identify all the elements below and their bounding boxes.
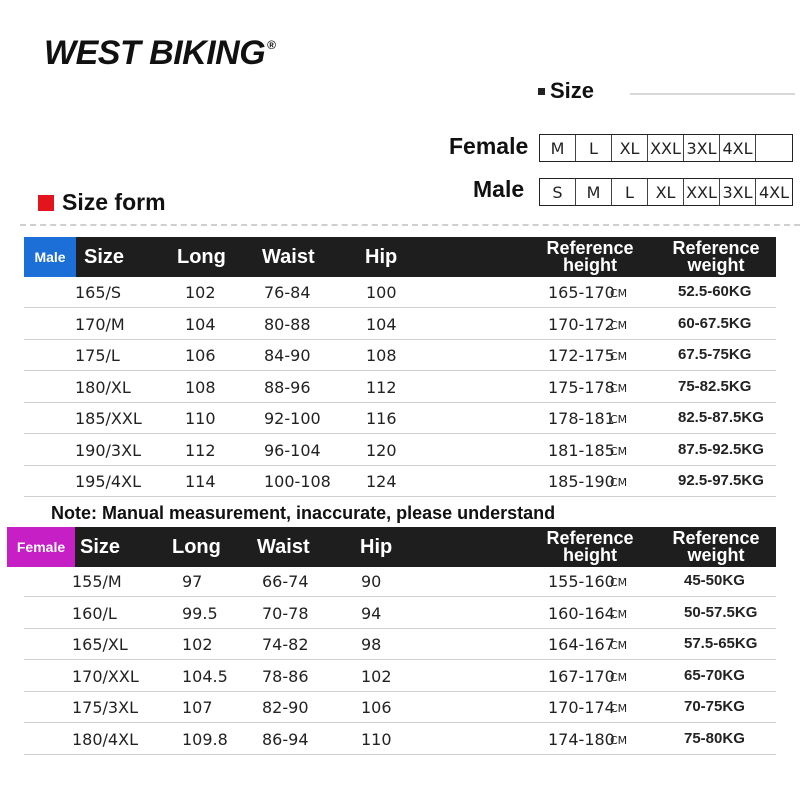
male-size-label: Male [473,176,525,202]
cell-ref-height: 167-170 [548,666,615,686]
header-ref-height-line2: height [563,545,617,565]
cell-long: 99.5 [182,603,218,623]
red-square-icon [38,195,54,211]
size-chart-title [538,78,594,104]
size-chart-title-text: Size [550,78,595,103]
size-box: XL [648,179,684,205]
cell-ref-weight: 65-70KG [684,666,745,684]
cell-long: 106 [185,346,216,365]
cell-waist: 80-88 [264,314,311,334]
cell-size: 175/3XL [72,698,138,717]
cell-ref-height: 155-160 [548,572,615,591]
cell-hip: 98 [361,635,382,654]
cell-hip: 106 [361,698,392,717]
cell-long: 102 [182,635,213,654]
cell-ref-height: 175-178 [548,377,615,397]
cell-long: 112 [185,440,216,460]
cell-hip: 110 [361,729,392,749]
cell-waist: 84-90 [264,346,311,365]
cell-long: 108 [185,377,216,397]
cell-unit: CM [610,381,628,395]
header-ref-height [530,240,650,274]
cell-hip: 102 [361,666,392,686]
cell-unit: CM [610,607,628,621]
cell-ref-height: 178-181 [548,409,615,428]
size-box: XXL [648,135,684,161]
header-ref-height-line1: Reference [546,238,634,258]
cell-ref-height: 165-170 [548,283,615,302]
cell-long: 109.8 [182,729,228,749]
size-form-title [38,189,166,216]
female-tag: Female [7,527,75,567]
cell-ref-weight: 70-75KG [684,698,745,715]
header-size: Size [80,536,121,558]
cell-long: 114 [185,472,216,491]
table-row [24,692,776,723]
cell-unit: CM [610,639,628,652]
table-row [24,340,776,371]
cell-ref-weight: 82.5-87.5KG [678,409,764,426]
table-row [24,566,776,597]
header-ref-height-line1: Reference [546,528,634,548]
size-box: XXL [684,179,720,205]
cell-waist: 88-96 [264,377,311,397]
female-size-boxes [539,134,793,162]
header-ref-weight-line1: Reference [672,238,760,258]
cell-hip: 120 [366,440,397,460]
cell-long: 104.5 [182,666,228,686]
cell-ref-weight: 92.5-97.5KG [678,472,764,489]
cell-long: 107 [182,698,213,717]
cell-hip: 100 [366,283,397,302]
cell-size: 170/XXL [72,666,139,686]
header-hip: Hip [360,536,393,558]
cell-waist: 96-104 [264,440,321,460]
cell-long: 97 [182,572,203,591]
cell-ref-weight: 67.5-75KG [678,346,752,363]
header-long: Long [177,246,226,268]
cell-waist: 70-78 [262,603,309,623]
bullet-square-icon [538,88,545,95]
header-hip: Hip [365,246,398,268]
cell-ref-weight: 60-67.5KG [678,314,752,332]
cell-hip: 112 [366,377,397,397]
cell-unit: CM [610,476,628,489]
cell-ref-weight: 87.5-92.5KG [678,440,764,458]
cell-unit: CM [610,702,628,715]
registered-mark: ® [267,38,276,52]
cell-waist: 66-74 [262,572,309,591]
cell-hip: 116 [366,409,397,428]
header-ref-height [530,530,650,564]
cell-ref-weight: 52.5-60KG [678,283,752,300]
table-row [24,724,776,755]
cell-ref-weight: 50-57.5KG [684,603,758,621]
cell-ref-height: 172-175 [548,346,615,365]
cell-size: 165/XL [72,635,128,654]
cell-size: 175/L [75,346,120,365]
header-ref-weight [656,240,776,274]
table-row [24,466,776,497]
size-box: S [540,179,576,205]
size-box: L [612,179,648,205]
female-size-label: Female [449,133,529,159]
row-divider [24,754,776,755]
cell-ref-weight: 75-80KG [684,729,745,747]
cell-ref-height: 170-174 [548,698,615,717]
cell-waist: 78-86 [262,666,309,686]
male-tag: Male [24,237,76,277]
header-waist: Waist [257,536,310,558]
cell-ref-height: 160-164 [548,603,615,623]
cell-size: 160/L [72,603,117,623]
table-row [24,661,776,692]
cell-size: 190/3XL [75,440,141,460]
cell-size: 185/XXL [75,409,142,428]
cell-waist: 76-84 [264,283,311,302]
brand-logo [44,34,274,73]
cell-unit: CM [610,287,628,300]
note-text: Note: Manual measurement, inaccurate, please understand [51,503,556,523]
cell-ref-weight: 57.5-65KG [684,635,758,652]
cell-waist: 100-108 [264,472,331,491]
table-row [24,435,776,466]
dashed-divider [20,224,800,226]
table-row [24,598,776,629]
table-row [24,277,776,308]
cell-ref-weight: 45-50KG [684,572,745,589]
cell-waist: 86-94 [262,729,309,749]
cell-unit: CM [610,350,628,363]
header-ref-weight [656,530,776,564]
cell-size: 155/M [72,572,122,591]
size-box: M [540,135,576,161]
size-box: M [576,179,612,205]
cell-size: 165/S [75,283,122,302]
header-ref-weight-line1: Reference [672,528,760,548]
cell-ref-height: 181-185 [548,440,615,460]
size-box [756,135,792,161]
header-long: Long [172,536,221,558]
header-ref-weight-line2: weight [687,255,745,275]
size-form-title-text: Size form [62,189,166,215]
cell-ref-weight: 75-82.5KG [678,377,752,395]
cell-hip: 108 [366,346,397,365]
cell-long: 104 [185,314,216,334]
cell-unit: CM [610,444,628,458]
cell-ref-height: 164-167 [548,635,615,654]
cell-size: 180/XL [75,377,131,397]
brand-name: WEST BIKING [44,34,266,72]
female-table-header [16,527,776,567]
cell-waist: 92-100 [264,409,321,428]
male-size-boxes [539,178,793,206]
cell-long: 110 [185,409,216,428]
cell-waist: 74-82 [262,635,309,654]
size-box: 4XL [720,135,756,161]
cell-unit: CM [610,733,628,747]
header-waist: Waist [262,246,315,268]
cell-hip: 90 [361,572,382,591]
cell-unit: CM [610,413,628,426]
size-box: 3XL [720,179,756,205]
table-row [24,403,776,434]
header-ref-weight-line2: weight [687,545,745,565]
cell-size: 195/4XL [75,472,141,491]
cell-ref-height: 185-190 [548,472,615,491]
cell-ref-height: 170-172 [548,314,615,334]
cell-long: 102 [185,283,216,302]
size-box: 3XL [684,135,720,161]
cell-size: 180/4XL [72,729,138,749]
cell-ref-height: 174-180 [548,729,615,749]
cell-unit: CM [610,318,628,332]
size-box: L [576,135,612,161]
cell-size: 170/M [75,314,125,334]
cell-hip: 94 [361,603,382,623]
cell-waist: 82-90 [262,698,309,717]
cell-unit: CM [610,670,628,684]
table-row [24,629,776,660]
male-table-header [24,237,776,277]
header-size: Size [84,246,125,268]
table-row [24,309,776,340]
size-box: XL [612,135,648,161]
size-box: 4XL [758,182,790,202]
header-ref-height-line2: height [563,255,617,275]
divider [630,93,795,95]
table-row [24,372,776,403]
cell-hip: 104 [366,314,397,334]
cell-unit: CM [610,576,628,589]
cell-hip: 124 [366,472,397,491]
row-divider [24,496,776,497]
